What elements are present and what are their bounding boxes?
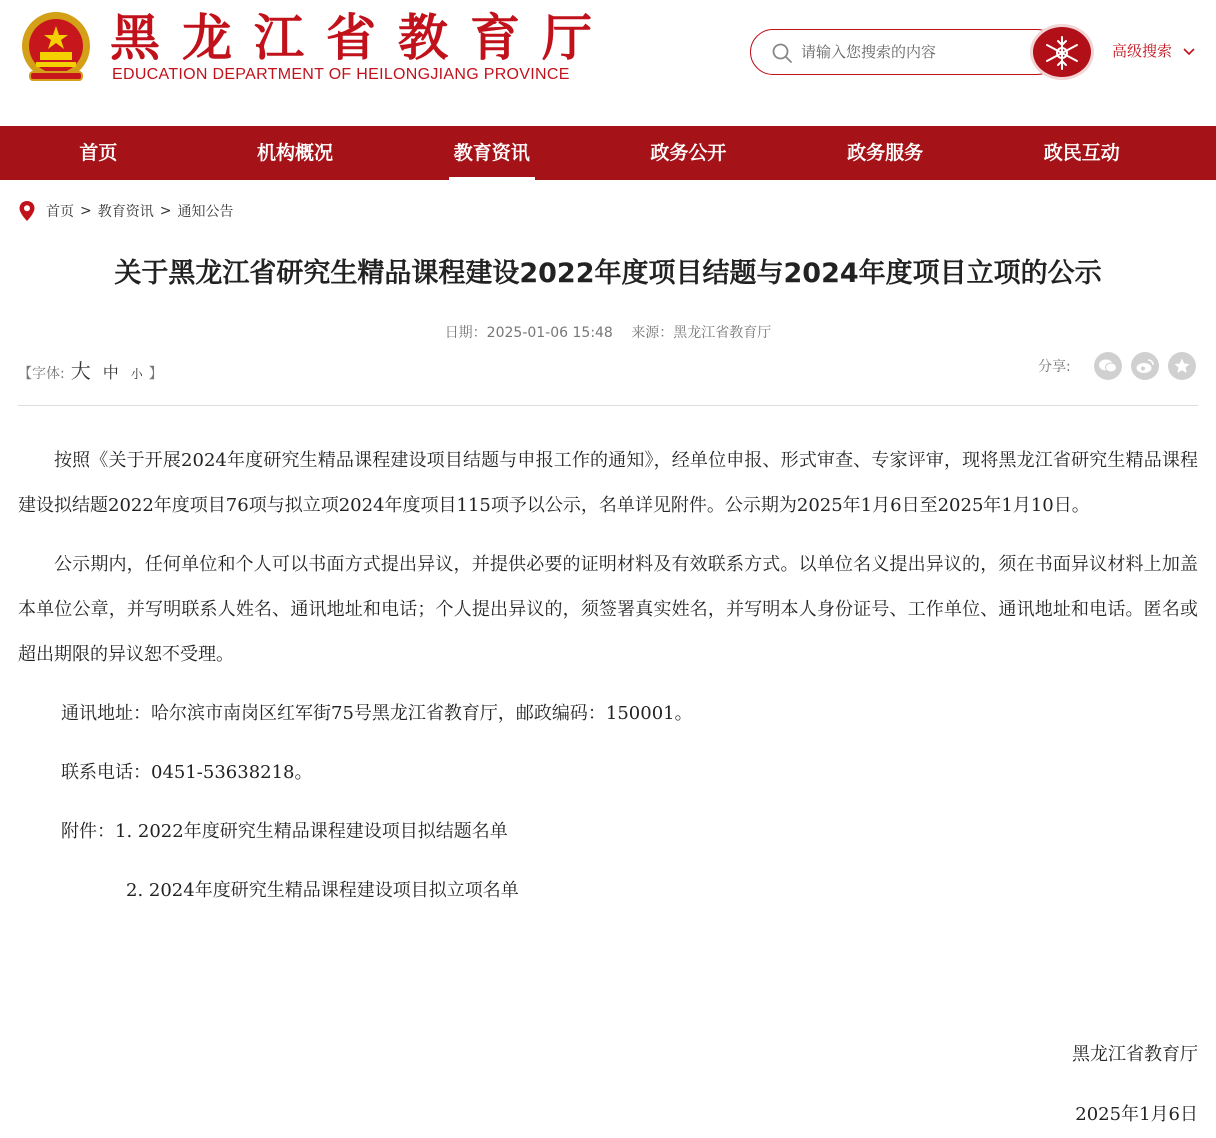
nav-item-services[interactable]: 政务服务 [847, 142, 924, 164]
font-size-control [18, 355, 163, 384]
search-button[interactable] [1030, 24, 1094, 80]
article-body [18, 438, 1198, 913]
nav-item-news[interactable]: 教育资讯 [393, 126, 590, 180]
site-header [0, 0, 1216, 126]
paragraph: 公示期内，任何单位和个人可以书面方式提出异议，并提供必要的证明材料及有效联系方式。以单位名义提出异议的，须在书面异议材料上加盖本单位公章，并写明联系人姓名、通讯地址和电话；个人提出异议的，须签署真实姓名，并写明本人身份证号、工作单位、通讯地址和电话。匿名或超出期限的异议恕不受理。 [18, 554, 1198, 665]
advanced-search-label: 高级搜索 [1112, 42, 1173, 60]
breadcrumb-separator: > [80, 203, 92, 219]
share-favorite-button[interactable] [1168, 352, 1196, 380]
phone-line: 联系电话：0451-53638218。 [61, 762, 313, 783]
share-weibo-button[interactable] [1131, 352, 1159, 380]
font-small-button[interactable]: 小 [130, 367, 143, 381]
signature-organization: 黑龙江省教育厅 [1072, 1044, 1198, 1065]
attachment-link-1[interactable]: 附件：1. 2022年度研究生精品课程建设项目拟结题名单 [61, 821, 508, 842]
article-title: 关于黑龙江省研究生精品课程建设2022年度项目结题与2024年度项目立项的公示 [114, 258, 1102, 289]
search-input[interactable] [801, 38, 1021, 66]
article-date: 日期：2025-01-06 15:48 [444, 325, 613, 341]
signature-date: 2025年1月6日 [1075, 1104, 1198, 1125]
breadcrumb-home[interactable]: 首页 [46, 204, 74, 220]
share-wechat-button[interactable] [1094, 352, 1122, 380]
nav-item-interaction[interactable]: 政民互动 [1043, 142, 1120, 164]
nav-item-home[interactable]: 首页 [79, 142, 118, 164]
article-meta [0, 322, 1216, 342]
favorite-icon [1173, 357, 1191, 375]
site-title-english: EDUCATION DEPARTMENT OF HEILONGJIANG PROVINCE [112, 66, 570, 83]
article-source: 来源：黑龙江省教育厅 [631, 325, 772, 341]
snowflake-icon [1041, 33, 1083, 73]
breadcrumb [18, 200, 233, 222]
site-title[interactable]: 黑龙江省教育厅 [110, 8, 614, 67]
attachment-link-2[interactable]: 2. 2024年度研究生精品课程建设项目拟立项名单 [126, 880, 519, 901]
breadcrumb-news[interactable]: 教育资讯 [97, 204, 154, 220]
search-box [750, 29, 1060, 75]
share-bar [1038, 352, 1196, 380]
font-large-button[interactable]: 大 [70, 359, 91, 383]
search-icon [771, 42, 793, 64]
national-emblem-icon[interactable] [16, 10, 96, 84]
advanced-search-link[interactable] [1112, 40, 1195, 61]
divider [18, 405, 1198, 406]
chevron-down-icon [1183, 48, 1195, 56]
breadcrumb-separator: > [159, 203, 172, 219]
address-line: 通讯地址：哈尔滨市南岗区红军街75号黑龙江省教育厅，邮政编码：150001。 [61, 703, 693, 724]
share-label: 分享: [1038, 359, 1071, 375]
location-pin-icon [18, 200, 36, 222]
breadcrumb-notices[interactable]: 通知公告 [177, 204, 234, 220]
font-medium-button[interactable]: 中 [102, 363, 119, 382]
wechat-icon [1098, 358, 1118, 374]
font-size-label: 【字体: [18, 366, 65, 382]
main-nav [0, 126, 1216, 180]
paragraph: 按照《关于开展2024年度研究生精品课程建设项目结题与申报工作的通知》，经单位申报、形式审查、专家评审，现将黑龙江省研究生精品课程建设拟结题2022年度项目76项与拟立项2024年度项目115项予以公示，名单详见附件。公示期为2025年1月6日至2025年1月10日。 [18, 450, 1198, 516]
nav-item-about[interactable]: 机构概况 [257, 142, 334, 164]
nav-item-gov-affairs[interactable]: 政务公开 [650, 142, 727, 164]
weibo-icon [1135, 358, 1155, 374]
font-size-close: 】 [148, 366, 163, 382]
